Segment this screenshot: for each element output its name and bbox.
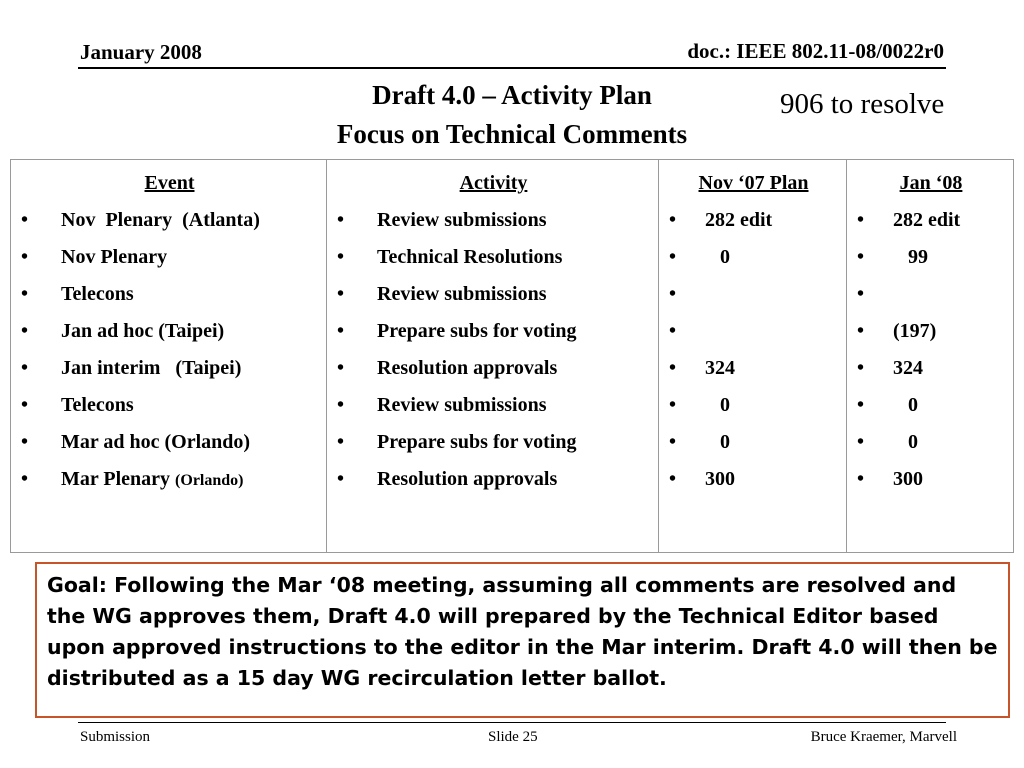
bullet-icon: • [337, 468, 345, 490]
event-list [19, 202, 320, 498]
activity-plan-table [10, 159, 1014, 553]
event-text: Telecons [61, 283, 134, 305]
activity-text: Resolution approvals [377, 357, 558, 379]
bullet-icon: • [337, 283, 345, 305]
list-item [335, 202, 652, 239]
bullet-icon: • [21, 209, 29, 231]
bullet-icon: • [337, 357, 345, 379]
bullet-icon: • [21, 283, 29, 305]
list-item [667, 350, 840, 387]
footer-slide-number: Slide 25 [488, 729, 538, 745]
bullet-icon: • [857, 431, 865, 453]
jan-plan-value: 0 [893, 394, 918, 416]
list-item [19, 424, 320, 461]
nov-plan-list [667, 202, 840, 498]
list-item [19, 461, 320, 498]
jan-plan-value: 0 [893, 431, 918, 453]
bullet-icon: • [669, 320, 677, 342]
list-item [855, 313, 1007, 350]
bullet-icon: • [337, 246, 345, 268]
bullet-icon: • [21, 431, 29, 453]
bullet-icon: • [857, 246, 865, 268]
header-doc-id: doc.: IEEE 802.11-08/0022r0 [687, 39, 944, 63]
footer-author: Bruce Kraemer, Marvell [810, 729, 957, 745]
list-item [667, 424, 840, 461]
list-item [667, 387, 840, 424]
bullet-icon: • [857, 209, 865, 231]
slide-title: Draft 4.0 – Activity Plan [372, 80, 652, 110]
nov-plan-value: 0 [705, 246, 730, 268]
goal-statement-box: Goal: Following the Mar ‘08 meeting, assuming all comments are resolved and the WG approves them, Draft 4.0 will prepared by the Technical Editor based upon approved instructions to the editor in the Mar interim. Draft 4.0 will then be distributed as a 15 day WG recirculation letter ballot. [35, 562, 1010, 718]
bullet-icon: • [669, 246, 677, 268]
jan-plan-column-header: Jan ‘08 [899, 172, 963, 194]
jan-plan-value: (197) [893, 320, 937, 342]
jan-plan-list [855, 202, 1007, 498]
activity-text: Resolution approvals [377, 468, 558, 490]
list-item [667, 313, 840, 350]
list-item [335, 350, 652, 387]
list-item [335, 387, 652, 424]
event-column [11, 160, 327, 553]
bullet-icon: • [21, 320, 29, 342]
list-item [667, 461, 840, 498]
nov-plan-column [659, 160, 847, 553]
list-item [855, 350, 1007, 387]
bullet-icon: • [857, 320, 865, 342]
list-item [19, 202, 320, 239]
bullet-icon: • [21, 357, 29, 379]
list-item [335, 424, 652, 461]
jan-plan-value: 324 [893, 357, 923, 379]
list-item [19, 350, 320, 387]
nov-plan-value: 0 [705, 394, 730, 416]
bullet-icon: • [21, 246, 29, 268]
bullet-icon: • [669, 431, 677, 453]
table-row [11, 160, 1014, 553]
activity-column-header: Activity [459, 172, 528, 194]
bullet-icon: • [21, 394, 29, 416]
event-text: Telecons [61, 394, 134, 416]
jan-plan-value: 99 [893, 246, 928, 268]
footer-rule [78, 722, 946, 723]
bullet-icon: • [669, 357, 677, 379]
event-column-header: Event [144, 172, 195, 194]
list-item [335, 276, 652, 313]
nov-plan-value: 300 [705, 468, 735, 490]
list-item [335, 313, 652, 350]
bullet-icon: • [669, 283, 677, 305]
activity-text: Review submissions [377, 394, 547, 416]
event-text: Jan interim (Taipei) [61, 357, 242, 379]
nov-plan-value: 324 [705, 357, 735, 379]
list-item [855, 276, 1007, 313]
resolve-count-note: 906 to resolve [780, 88, 945, 120]
bullet-icon: • [669, 468, 677, 490]
list-item [855, 461, 1007, 498]
event-text: Nov Plenary [61, 246, 168, 268]
list-item [667, 239, 840, 276]
list-item [335, 461, 652, 498]
nov-plan-value: 0 [705, 431, 730, 453]
list-item [667, 202, 840, 239]
event-location-small: (Orlando) [175, 472, 244, 489]
activity-text: Prepare subs for voting [377, 431, 577, 453]
event-text: Jan ad hoc (Taipei) [61, 320, 225, 342]
activity-text: Review submissions [377, 209, 547, 231]
list-item [335, 239, 652, 276]
event-text: Nov Plenary (Atlanta) [61, 209, 260, 231]
list-item [667, 276, 840, 313]
list-item [19, 239, 320, 276]
list-item [855, 387, 1007, 424]
bullet-icon: • [337, 431, 345, 453]
jan-plan-value: 300 [893, 468, 923, 490]
footer-submission: Submission [80, 729, 151, 745]
header-rule [78, 67, 946, 69]
activity-text: Review submissions [377, 283, 547, 305]
list-item [19, 276, 320, 313]
activity-text: Technical Resolutions [377, 246, 563, 268]
bullet-icon: • [337, 394, 345, 416]
list-item [855, 424, 1007, 461]
slide-subtitle: Focus on Technical Comments [336, 119, 688, 149]
list-item [855, 202, 1007, 239]
list-item [855, 239, 1007, 276]
event-text: Mar Plenary [61, 468, 176, 490]
list-item [19, 387, 320, 424]
bullet-icon: • [21, 468, 29, 490]
activity-text: Prepare subs for voting [377, 320, 577, 342]
event-text: Mar ad hoc (Orlando) [61, 431, 251, 453]
bullet-icon: • [857, 468, 865, 490]
jan-plan-value: 282 edit [893, 209, 961, 231]
header-date: January 2008 [80, 40, 202, 64]
bullet-icon: • [857, 283, 865, 305]
nov-plan-value: 282 edit [705, 209, 773, 231]
bullet-icon: • [669, 209, 677, 231]
list-item [19, 313, 320, 350]
activity-list [335, 202, 652, 498]
jan-plan-column [847, 160, 1014, 553]
nov-plan-column-header: Nov ‘07 Plan [698, 172, 809, 194]
bullet-icon: • [857, 394, 865, 416]
bullet-icon: • [857, 357, 865, 379]
activity-column [327, 160, 659, 553]
bullet-icon: • [337, 209, 345, 231]
bullet-icon: • [337, 320, 345, 342]
bullet-icon: • [669, 394, 677, 416]
